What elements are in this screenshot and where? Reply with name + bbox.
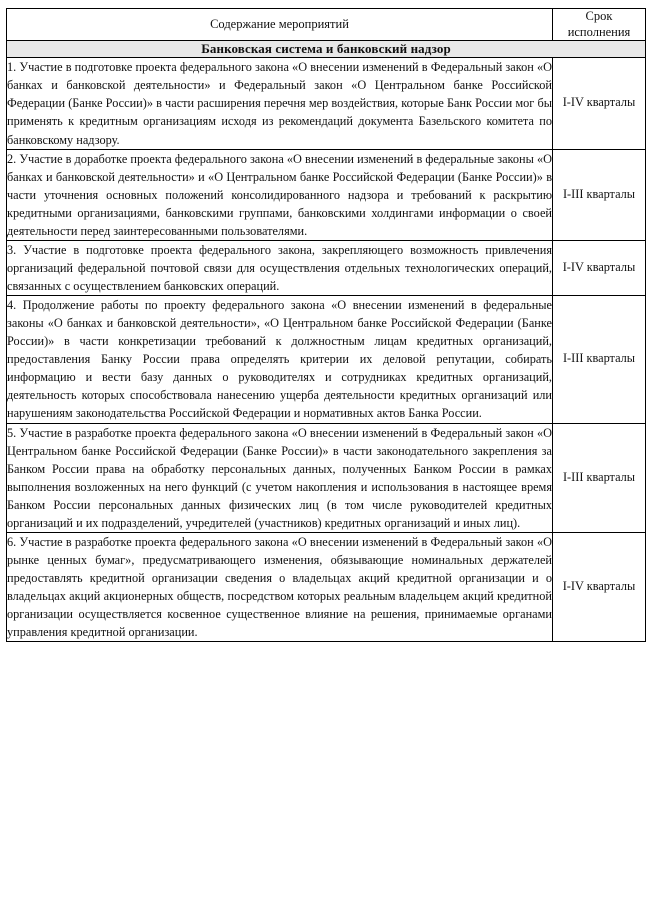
measure-term: I-IV кварталы [553,240,646,295]
table-row [7,240,646,295]
measure-text: 2. Участие в доработке проекта федерального закона «О внесении изменений в федеральные законы «О банках и банковской деятельности» и «О Центральном банке Российской Федерации (Банке России)» в части уточнения основных положений консолидированного надзора и требований к раскрытию кредитными организациями, банковскими группами, банковскими холдингами информации о своей деятельности перед заинтересованными пользователями. [7,149,553,240]
measure-term: I-III кварталы [553,296,646,423]
measure-text: 1. Участие в подготовке проекта федерального закона «О внесении изменений в Федеральный закон «О банках и банковской деятельности» и Федеральный закон «О Центральном банке Российской Федерации (Банке России)» в части расширения перечня мер воздействия, которые Банк России мог бы применять к кредитным организациям исходя из рекомендаций документа Базельского комитета по банковскому надзору. [7,58,553,149]
section-title: Банковская система и банковский надзор [7,41,646,58]
measure-term: I-III кварталы [553,423,646,532]
section-title-row [7,41,646,58]
table-header-row [7,9,646,41]
measure-text: 6. Участие в разработке проекта федерального закона «О внесении изменений в Федеральный закон «О рынке ценных бумаг», предусматривающего изменения, обязывающие номинальных держателей предоставлять кредитной организации сведения о владельцах акций кредитной организации и о владельцах акций акционерных обществ, посредством которых реальным владельцем акций кредитной организации осуществляется косвенное существенное влияние на решения, принимаемые органами управления кредитной организации. [7,532,553,641]
header-term [553,9,646,41]
table-row [7,149,646,240]
table-row [7,296,646,423]
header-content: Содержание мероприятий [7,9,553,41]
measure-text: 3. Участие в подготовке проекта федерального закона, закрепляющего возможность привлечения организаций федеральной почтовой связи для осуществления отдельных технологических операций, связанных с осуществлением банковских операций. [7,240,553,295]
measure-term: I-IV кварталы [553,58,646,149]
measure-text: 5. Участие в разработке проекта федерального закона «О внесении изменений в Федеральный закон «О Центральном банке Российской Федерации (Банке России)» в части законодательного закрепления за Банком России права на обработку персональных данных, полученных Банком России в рамках выполнения возложенных на него функций (с учетом накопления и использования в настоящее время Банком России персональных данных физических лиц (в том числе руководителей кредитных организаций и их подразделений, учредителей (участников) кредитных организаций и иных лиц). [7,423,553,532]
table-row [7,423,646,532]
measure-text: 4. Продолжение работы по проекту федерального закона «О внесении изменений в федеральные законы «О банках и банковской деятельности», «О Центральном банке Российской Федерации (Банке России)» в части конкретизации требований к должностным лицам кредитных организаций, предоставления Банку России права определять критерии их деловой репутации, собирать информацию и вести базу данных о руководителях и сотрудниках кредитных организаций, деятельность которых способствовала нанесению ущерба деятельности кредитных организаций или нарушениям законодательства Российской Федерации и нормативных актов Банка России. [7,296,553,423]
measures-table [6,8,646,642]
table-row [7,532,646,641]
measure-term: I-III кварталы [553,149,646,240]
header-term-line1: Срок [585,9,613,23]
measure-term: I-IV кварталы [553,532,646,641]
table-row [7,58,646,149]
header-term-line2: исполнения [567,24,631,39]
